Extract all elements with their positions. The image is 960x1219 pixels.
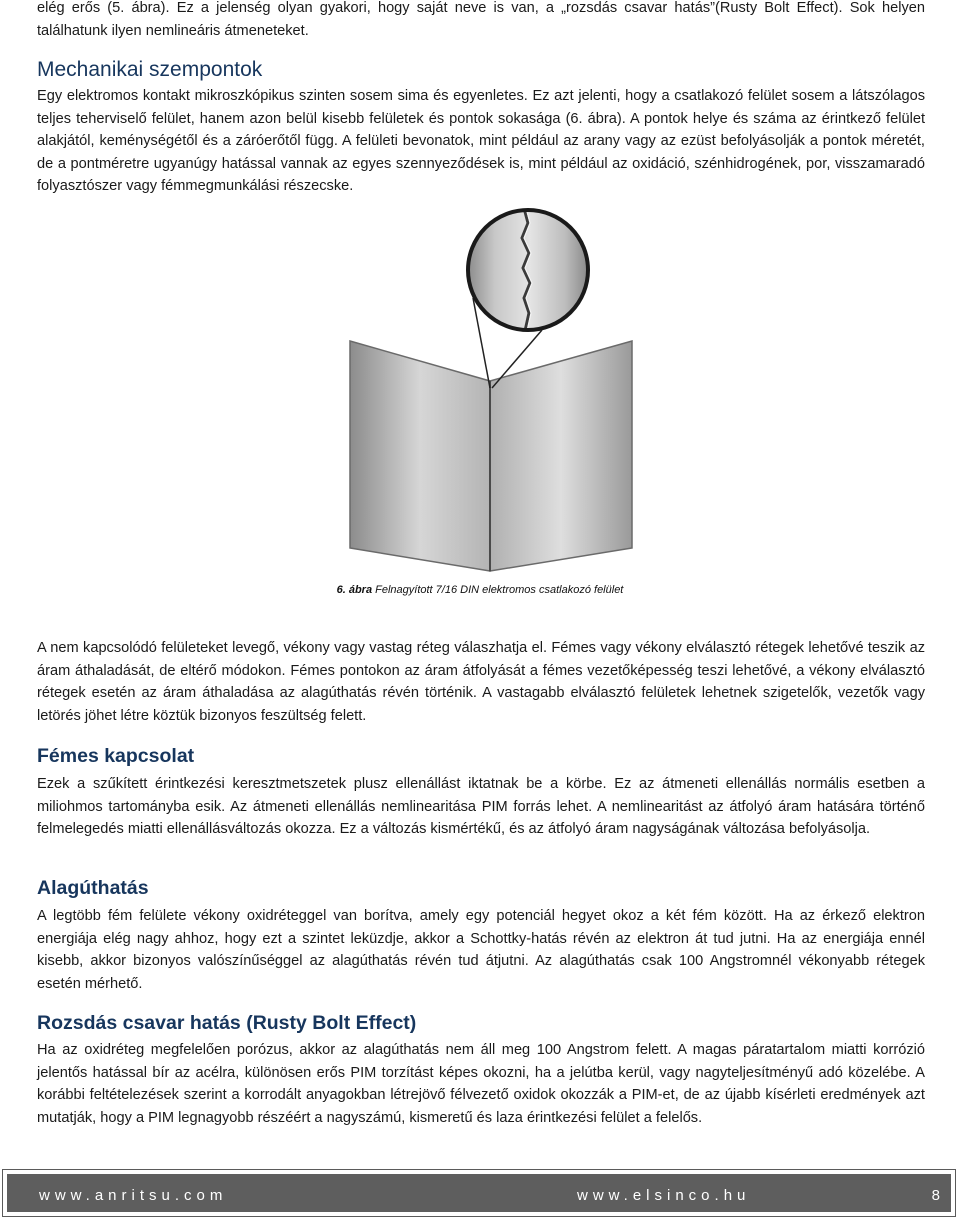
page-number: 8: [931, 1187, 945, 1204]
heading-tunnel: Alagúthatás: [37, 877, 149, 899]
figure-caption-text: Felnagyított 7/16 DIN elektromos csatlakozó felület: [372, 584, 624, 596]
paragraph-rusty-bolt: Ha az oxidréteg megfelelően porózus, akkor az alagúthatás nem áll meg 100 Angstrom felett. A magas páratartalom miatti korrózió jelentős hatással bír az acélra, különösen erős PIM torzítást képes okozni, ha a jelútba kerül, vagy nagyteljesítményű adó közelébe. A korábbi feltételezések szerint a korrodált anyagokban létrejövő félvezető oxidok okozzák a PIM-et, de az újabb kísérleti eredmények azt mutatják, hogy a PIM legnagyobb részéért a nagyszámú, kismeretű és laza érintkezési felület a felelős.: [37, 1042, 925, 1126]
connector-surface-figure: [310, 203, 650, 573]
footer-link-elsinco[interactable]: www.elsinco.hu: [577, 1187, 751, 1204]
paragraph-metallic: Ezek a szűkített érintkezési keresztmetszetek plusz ellenállást iktatnak be a körbe. Ez az átmeneti ellenállás normális esetben a miliohmos tartományba esik. Az átmeneti ellenállás nemlinearitása PIM forrás lehet. A nemlinearitást az átfolyó áram hatására történő felmelegedés miatti ellenállásváltozás okozza. Ez a változás kismértékű, és az átfolyó áram nagyságának változása befolyásolja.: [37, 776, 925, 837]
figure-caption: [0, 584, 960, 596]
intro-paragraph: elég erős (5. ábra). Ez a jelenség olyan gyakori, hogy saját neve is van, a „rozsdás csavar hatás”(Rusty Bolt Effect). Sok helyen találhatunk ilyen nemlineáris átmeneteket.: [37, 0, 925, 39]
page-footer: [2, 1169, 956, 1217]
heading-metallic: Fémes kapcsolat: [37, 745, 195, 767]
footer-band: [7, 1174, 951, 1212]
right-plate: [490, 341, 632, 571]
footer-link-anritsu[interactable]: www.anritsu.com: [39, 1187, 228, 1204]
paragraph-tunnel: A legtöbb fém felülete vékony oxidréteggel van borítva, amely egy potenciál hegyet okoz a két fém között. Ha az érkező elektron energiája elég nagy ahhoz, hogy ezt a szintet leküzdje, akkor a Schottky-hatás révén az elektron át tud jutni. Ha az energiája ennél kisebb, akkor bizonyos valószínűséggel az alagúthatás révén tud átjutni. Az alagúthatás csak 100 Angstromnél vékonyabb rétegek esetén mérhető.: [37, 908, 925, 992]
paragraph-after-figure: A nem kapcsolódó felületeket levegő, vékony vagy vastag réteg válaszhatja el. Fémes vagy vékony elválasztó rétegek lehetővé teszik az áram áthaladását, de eltérő módokon. Fémes pontokon az áram átfolyását a fémes vezetőképesség teszi lehetővé, a vékony elválasztó rétegek esetén az áram áthaladása az alagúthatás révén történik. A vastagabb elválasztó felületek lehetnek szigetelők, vezetők vagy letörés jöhet létre köztük bizonyos feszültség felett.: [37, 640, 925, 724]
paragraph-mechanical: Egy elektromos kontakt mikroszkópikus szinten sosem sima és egyenletes. Ez azt jelenti, hogy a csatlakozó felület sosem a látszólagos teljes teherviselő felület, hanem azon belül kisebb felületek és pontok sokasága (6. ábra). A pontok helye és száma az érintkező felület alakjától, keménységétől és a záróerőtől függ. A felületi bevonatok, mint például az arany vagy az ezüst befolyásolják a pontok méretét, de a pontméretre ugyanúgy hatással vannak az egyes szennyeződések is, mint például az oxidáció, szénhidrogének, por, visszamaradó folyasztószer vagy fémmegmunkálási részecske.: [37, 88, 925, 194]
left-plate: [350, 341, 490, 571]
heading-mechanical: Mechanikai szempontok: [37, 58, 263, 81]
figure-caption-label: 6. ábra: [336, 584, 373, 596]
heading-rusty-bolt: Rozsdás csavar hatás (Rusty Bolt Effect): [37, 1012, 417, 1034]
